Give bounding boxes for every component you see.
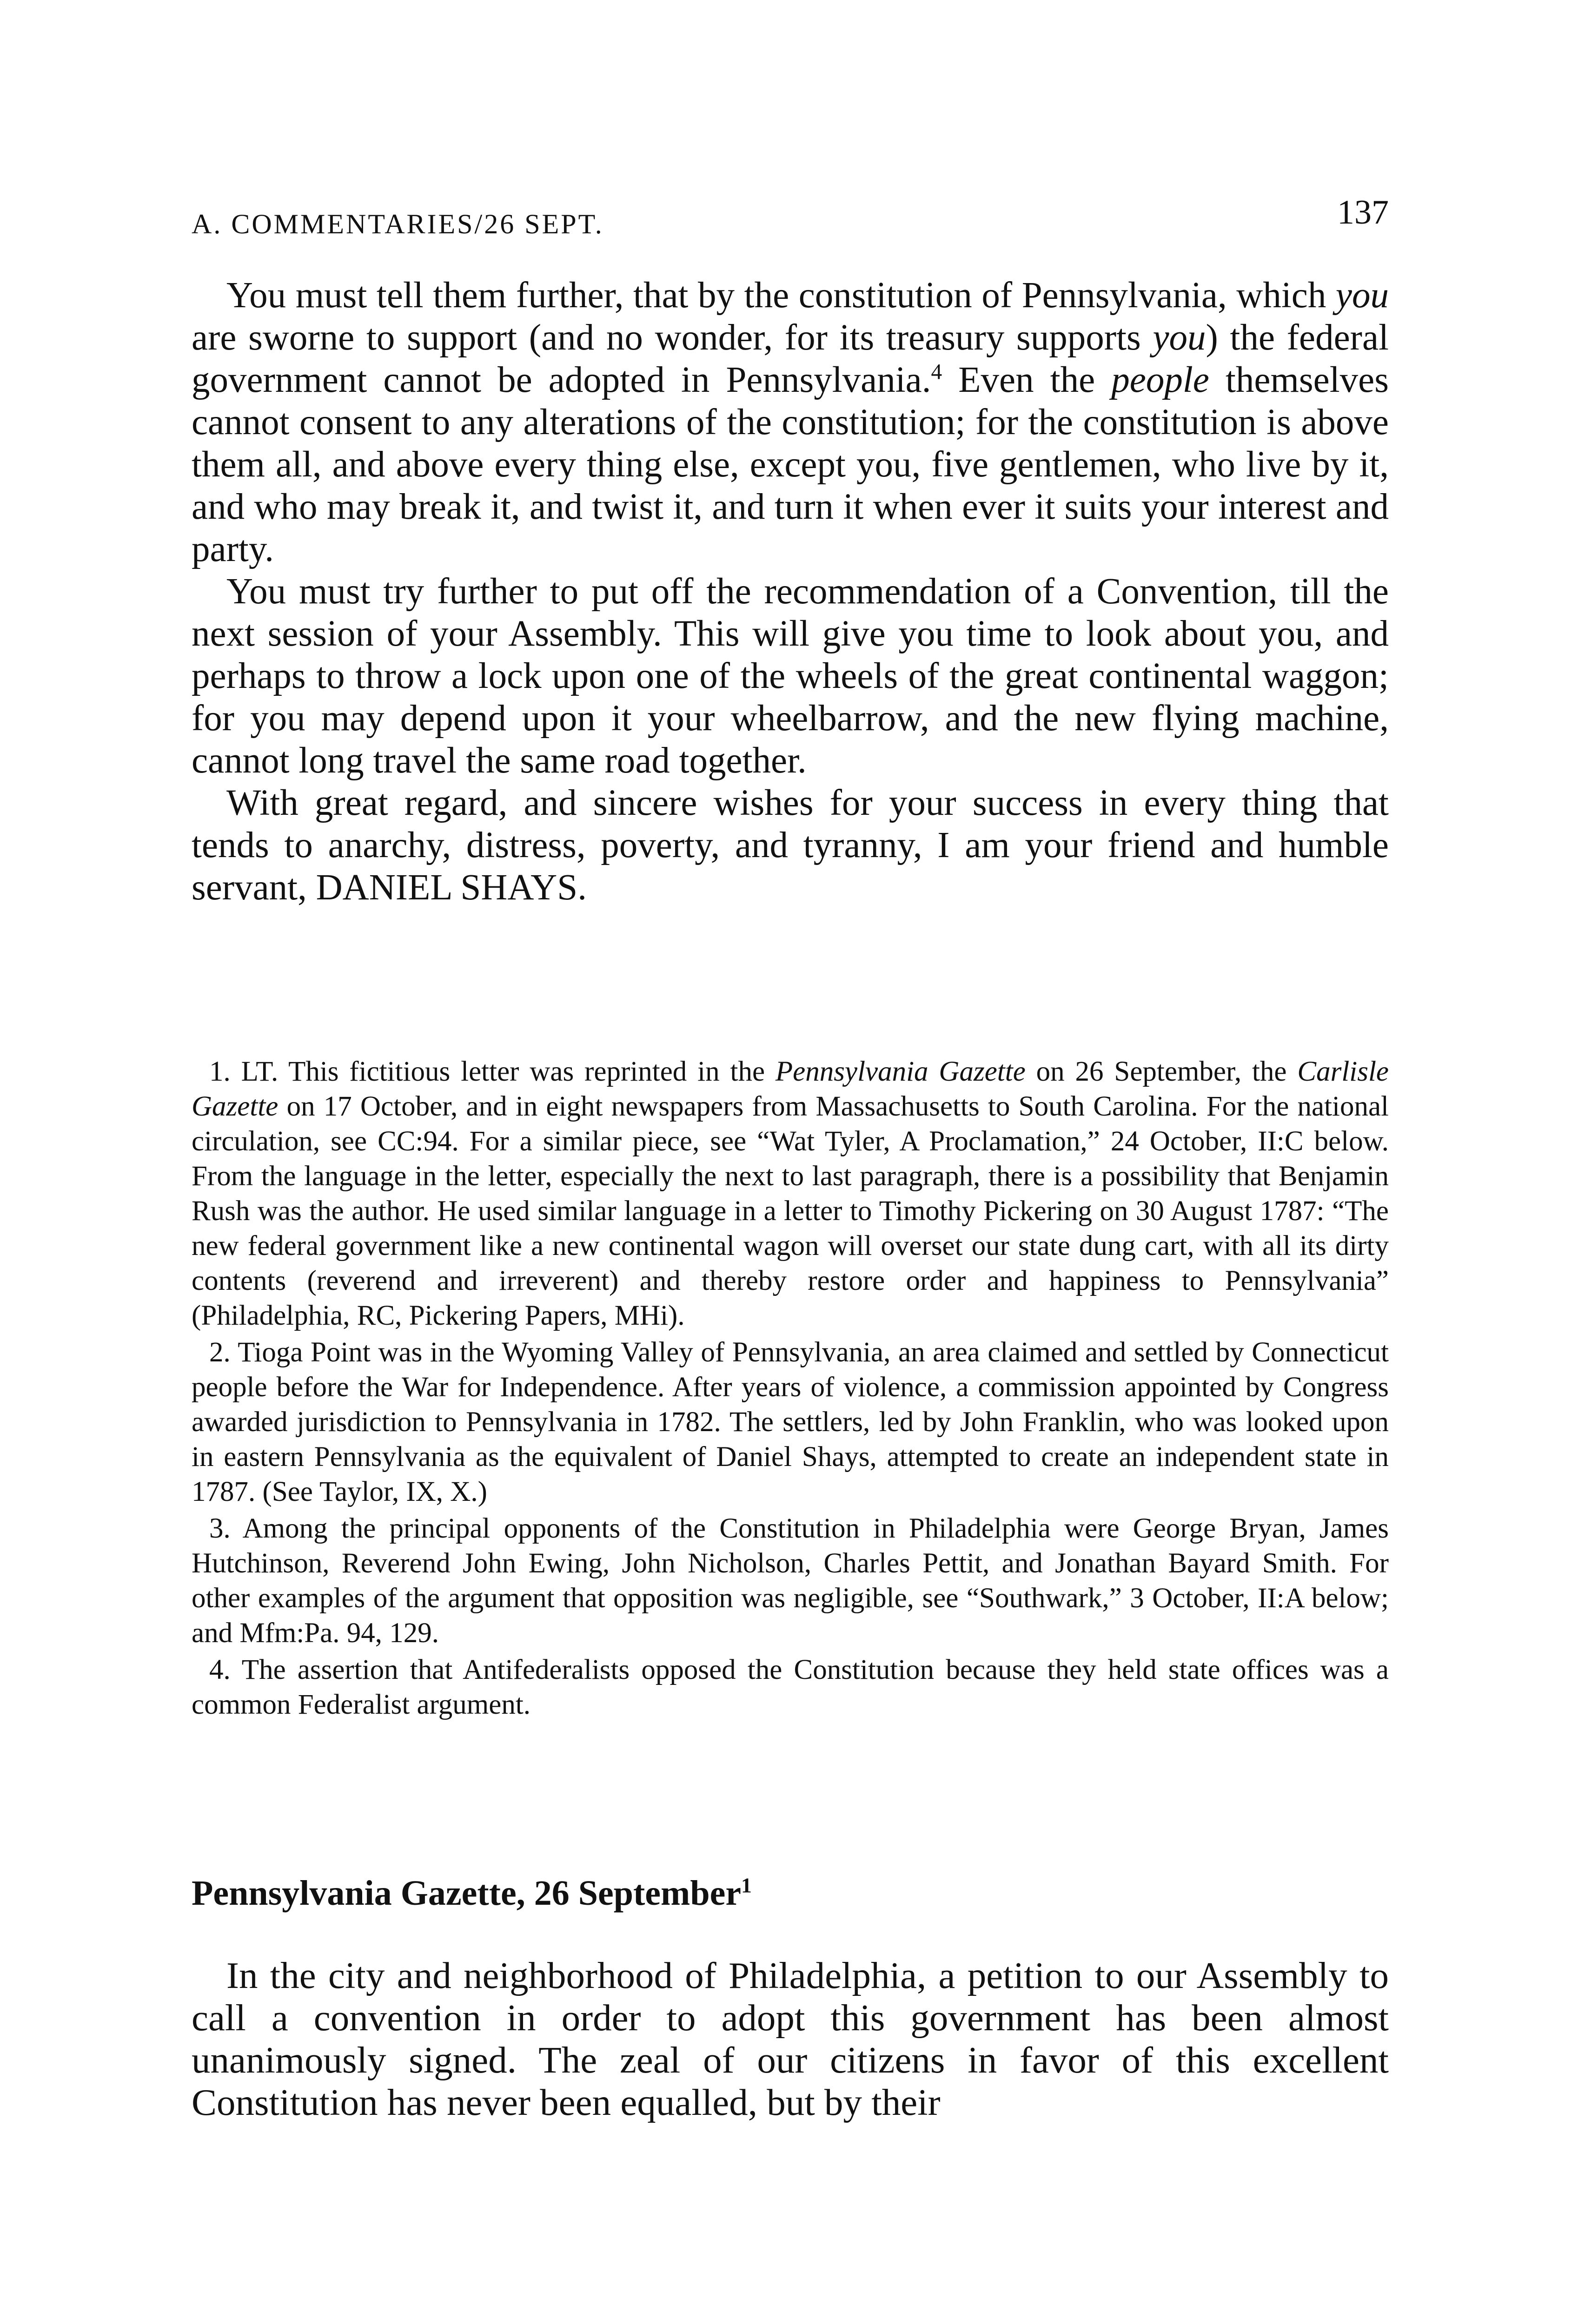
footnote-reference: 4 xyxy=(931,360,942,384)
italic-text-run: you xyxy=(1153,317,1206,358)
text-run: 1. LT. This fictitious letter was reprinted in the xyxy=(209,1056,776,1087)
footnote-2: 2. Tioga Point was in the Wyoming Valley of Pennsylvania, an area claimed and settled by Connecticut people before the War for Independence. After years of violence, a commission appointed by Congress awarded jurisdiction to Pennsylvania in 1782. The settlers, led by John Franklin, who was looked upon in eastern Pennsylvania as the equivalent of Daniel Shays, attempted to create an independent state in 1787. (See Taylor, IX, X.) xyxy=(192,1337,1389,1507)
italic-text-run: people xyxy=(1111,360,1209,400)
text-run: You must tell them further, that by the constitution of Pennsylvania, which xyxy=(226,275,1336,316)
section-heading-text: Pennsylvania Gazette, 26 September xyxy=(192,1874,742,1913)
text-run: are sworne to support (and no wonder, for its treasury supports xyxy=(192,317,1153,358)
text-run: on 26 September, the xyxy=(1025,1056,1298,1087)
section-text xyxy=(192,1954,1389,2124)
text-run: on 17 October, and in eight newspapers from Massachusetts to South Carolina. For the national circulation, see CC:94. For a similar piece, see “Wat Tyler, A Proclamation,” 24 October, II:C below. From the language in the letter, especially the next to last paragraph, there is a possibility that Benjamin Rush was the author. He used similar language in a letter to Timothy Pickering on 30 August 1787: “The new federal government like a new continental wagon will overset our state dung cart, with all its dirty contents (reverend and irreverent) and thereby restore order and happiness to Pennsylvania” (Philadelphia, RC, Pickering Papers, MHi). xyxy=(192,1091,1389,1331)
running-head-title: A. COMMENTARIES/26 SEPT. xyxy=(192,209,604,239)
footnote-reference: 1 xyxy=(741,1873,752,1897)
text-run: themselves cannot consent to any alterations of the constitution; for the constitution is above them all, and above every thing else, except you, five gentlemen, who live by it, and who may break it, and twist it, and turn it when ever it suits your interest and party. xyxy=(192,360,1389,569)
page-number: 137 xyxy=(1337,193,1389,231)
text-run: Even the xyxy=(942,360,1112,400)
italic-text-run: Pennsylvania Gazette xyxy=(775,1056,1026,1087)
footnotes xyxy=(192,1054,1389,1722)
letter-paragraph-3: With great regard, and sincere wishes for your success in every thing that tends to anarchy, distress, poverty, and tyranny, I am your friend and humble servant, DANIEL SHAYS. xyxy=(192,783,1389,908)
footnote-4: 4. The assertion that Antifederalists opposed the Constitution because they held state offices was a common Federalist argument. xyxy=(192,1654,1389,1720)
letter-text xyxy=(192,274,1389,909)
section-heading xyxy=(192,1873,1389,1914)
footnote-3: 3. Among the principal opponents of the Constitution in Philadelphia were George Bryan, James Hutchinson, Reverend John Ewing, John Nicholson, Charles Pettit, and Jonathan Bayard Smith. For other examples of the argument that opposition was negligible, see “Southwark,” 3 October, II:A below; and Mfm:Pa. 94, 129. xyxy=(192,1513,1389,1649)
italic-text-run: you xyxy=(1335,275,1389,316)
section-paragraph-1: In the city and neighborhood of Philadelphia, a petition to our Assembly to call a convention in order to adopt this government has been almost unanimously signed. The zeal of our citizens in favor of this excellent Constitution has never been equalled, but by their xyxy=(192,1954,1389,2123)
italic-text-run: Carlisle Gazette xyxy=(192,1056,1389,1122)
text-run: ) the federal government cannot be adopted in Pennsylvania. xyxy=(192,317,1389,400)
letter-paragraph-1 xyxy=(192,274,1389,570)
footnote-1 xyxy=(192,1054,1389,1333)
running-head xyxy=(192,191,1389,242)
letter-paragraph-2: You must try further to put off the recommendation of a Convention, till the next session of your Assembly. This will give you time to look about you, and perhaps to throw a lock upon one of the wheels of the great continental waggon; for you may depend upon it your wheelbarrow, and the new flying machine, cannot long travel the same road together. xyxy=(192,571,1389,781)
